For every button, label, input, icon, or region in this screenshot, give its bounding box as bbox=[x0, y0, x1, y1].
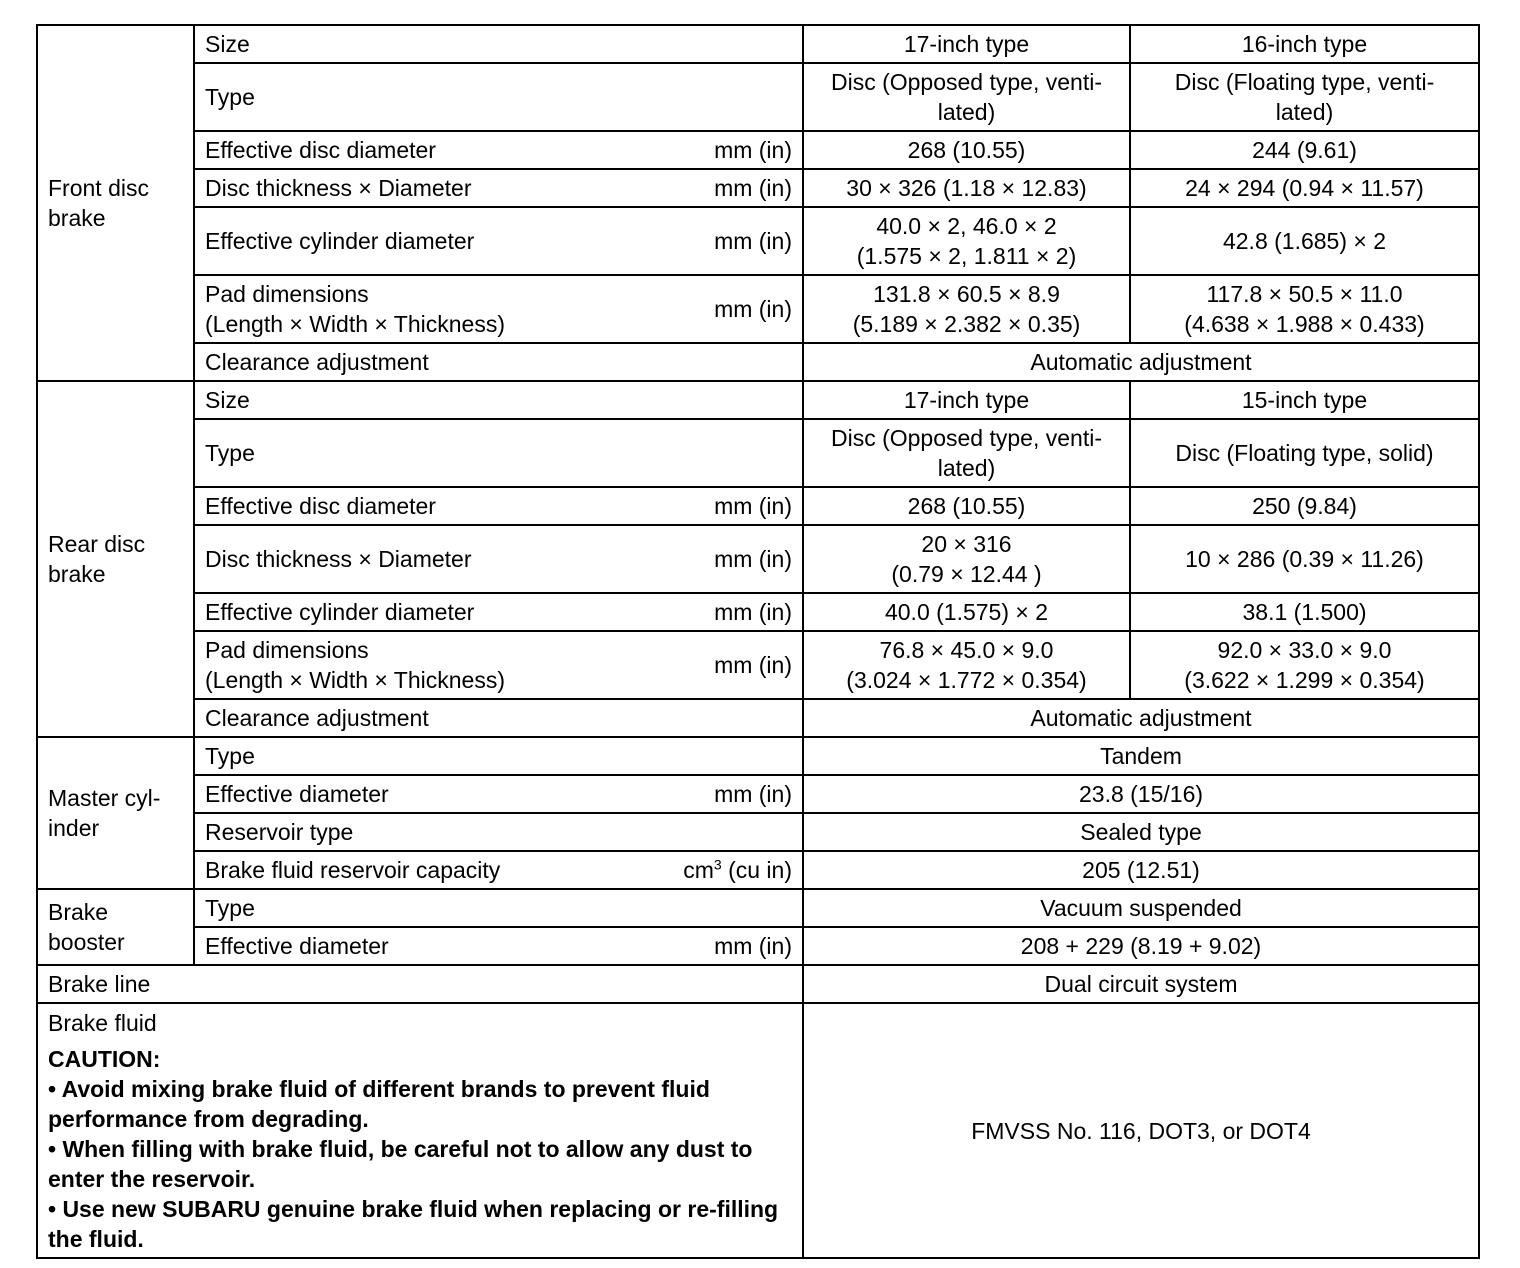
master-reservoir-type-value: Sealed type bbox=[803, 813, 1479, 851]
label: Effective disc diameter bbox=[205, 137, 436, 163]
master-cylinder-group-label: Master cyl-inder bbox=[37, 737, 194, 889]
caution-bullet-2: • When filling with brake fluid, be careful not to allow any dust to enter the reservoir. bbox=[48, 1136, 753, 1192]
label: Pad dimensions (Length × Width × Thickness) bbox=[205, 281, 505, 337]
rear-thickness-15inch: 10 × 286 (0.39 × 11.26) bbox=[1130, 525, 1479, 593]
rear-size-15inch: 15-inch type bbox=[1130, 381, 1479, 419]
rear-thickness-17inch: 20 × 316 (0.79 × 12.44 ) bbox=[803, 525, 1130, 593]
front-clearance-adjustment-label: Clearance adjustment bbox=[194, 343, 803, 381]
label: Effective cylinder diameter bbox=[205, 599, 475, 625]
rear-size-label: Size bbox=[194, 381, 803, 419]
brake-line-value: Dual circuit system bbox=[803, 965, 1479, 1003]
rear-disc-thickness bbox=[194, 525, 803, 593]
front-pad-16inch: 117.8 × 50.5 × 11.0 (4.638 × 1.988 × 0.433) bbox=[1130, 275, 1479, 343]
rear-pad-17inch: 76.8 × 45.0 × 9.0 (3.024 × 1.772 × 0.354) bbox=[803, 631, 1130, 699]
rear-cylinder-17inch: 40.0 (1.575) × 2 bbox=[803, 593, 1130, 631]
unit: mm (in) bbox=[714, 599, 792, 625]
brake-specifications-table bbox=[36, 24, 1480, 1259]
front-disc-thickness bbox=[194, 169, 803, 207]
rear-clearance-adjustment-label: Clearance adjustment bbox=[194, 699, 803, 737]
label: Effective diameter bbox=[205, 933, 389, 959]
rear-type-15inch: Disc (Floating type, solid) bbox=[1130, 419, 1479, 487]
front-eff-disc-16inch: 244 (9.61) bbox=[1130, 131, 1479, 169]
unit: mm (in) bbox=[714, 137, 792, 163]
unit: mm (in) bbox=[714, 933, 792, 959]
label: Effective disc diameter bbox=[205, 493, 436, 519]
caution-bullet-3: • Use new SUBARU genuine brake fluid when replacing or re-filling the fluid. bbox=[48, 1196, 779, 1252]
master-type-label: Type bbox=[194, 737, 803, 775]
front-eff-disc-17inch: 268 (10.55) bbox=[803, 131, 1130, 169]
rear-effective-cylinder-diameter bbox=[194, 593, 803, 631]
front-effective-cylinder-diameter bbox=[194, 207, 803, 275]
master-reservoir-capacity bbox=[194, 851, 803, 889]
front-cylinder-16inch: 42.8 (1.685) × 2 bbox=[1130, 207, 1479, 275]
label: Disc thickness × Diameter bbox=[205, 546, 472, 572]
rear-pad-15inch: 92.0 × 33.0 × 9.0 (3.622 × 1.299 × 0.354) bbox=[1130, 631, 1479, 699]
unit: mm (in) bbox=[714, 546, 792, 572]
unit: mm (in) bbox=[714, 296, 792, 322]
front-thickness-16inch: 24 × 294 (0.94 × 11.57) bbox=[1130, 169, 1479, 207]
brake-booster-group-label: Brake booster bbox=[37, 889, 194, 965]
rear-disc-brake-group-label: Rear disc brake bbox=[37, 381, 194, 737]
master-effective-diameter-value: 23.8 (15/16) bbox=[803, 775, 1479, 813]
front-type-16inch: Disc (Floating type, venti-lated) bbox=[1130, 63, 1479, 131]
front-thickness-17inch: 30 × 326 (1.18 × 12.83) bbox=[803, 169, 1130, 207]
rear-type-label: Type bbox=[194, 419, 803, 487]
unit: mm (in) bbox=[714, 228, 792, 254]
rear-effective-disc-diameter bbox=[194, 487, 803, 525]
front-disc-brake-group-label: Front disc brake bbox=[37, 25, 194, 381]
front-size-label: Size bbox=[194, 25, 803, 63]
brake-line-label: Brake line bbox=[37, 965, 803, 1003]
rear-cylinder-15inch: 38.1 (1.500) bbox=[1130, 593, 1479, 631]
booster-effective-diameter bbox=[194, 927, 803, 965]
rear-size-17inch: 17-inch type bbox=[803, 381, 1130, 419]
brake-fluid-label: Brake fluid bbox=[48, 1010, 157, 1036]
front-type-17inch: Disc (Opposed type, venti-lated) bbox=[803, 63, 1130, 131]
master-reservoir-capacity-value: 205 (12.51) bbox=[803, 851, 1479, 889]
label: Effective cylinder diameter bbox=[205, 228, 475, 254]
rear-pad-dimensions bbox=[194, 631, 803, 699]
front-pad-17inch: 131.8 × 60.5 × 8.9 (5.189 × 2.382 × 0.35) bbox=[803, 275, 1130, 343]
booster-type-value: Vacuum suspended bbox=[803, 889, 1479, 927]
unit: mm (in) bbox=[714, 652, 792, 678]
booster-effective-diameter-value: 208 + 229 (8.19 + 9.02) bbox=[803, 927, 1479, 965]
front-size-16inch: 16-inch type bbox=[1130, 25, 1479, 63]
booster-type-label: Type bbox=[194, 889, 803, 927]
front-cylinder-17inch: 40.0 × 2, 46.0 × 2 (1.575 × 2, 1.811 × 2) bbox=[803, 207, 1130, 275]
unit: mm (in) bbox=[714, 493, 792, 519]
rear-eff-disc-17inch: 268 (10.55) bbox=[803, 487, 1130, 525]
rear-type-17inch: Disc (Opposed type, venti-lated) bbox=[803, 419, 1130, 487]
label: Pad dimensions (Length × Width × Thickness) bbox=[205, 637, 505, 693]
caution-bullet-1: • Avoid mixing brake fluid of different brands to prevent fluid performance from degrading. bbox=[48, 1076, 710, 1132]
rear-eff-disc-15inch: 250 (9.84) bbox=[1130, 487, 1479, 525]
unit: mm (in) bbox=[714, 175, 792, 201]
master-type-value: Tandem bbox=[803, 737, 1479, 775]
front-pad-dimensions bbox=[194, 275, 803, 343]
front-effective-disc-diameter bbox=[194, 131, 803, 169]
master-effective-diameter bbox=[194, 775, 803, 813]
brake-fluid-cell bbox=[37, 1003, 803, 1258]
front-size-17inch: 17-inch type bbox=[803, 25, 1130, 63]
unit: mm (in) bbox=[714, 781, 792, 807]
brake-fluid-value: FMVSS No. 116, DOT3, or DOT4 bbox=[803, 1003, 1479, 1258]
master-reservoir-type-label: Reservoir type bbox=[194, 813, 803, 851]
unit: $cm^3$ (cu in) bbox=[683, 856, 792, 883]
label: Effective diameter bbox=[205, 781, 389, 807]
caution-heading: CAUTION: bbox=[48, 1046, 161, 1072]
label: Brake fluid reservoir capacity bbox=[205, 857, 501, 883]
front-type-label: Type bbox=[194, 63, 803, 131]
label: Disc thickness × Diameter bbox=[205, 175, 472, 201]
rear-clearance-adjustment-value: Automatic adjustment bbox=[803, 699, 1479, 737]
front-clearance-adjustment-value: Automatic adjustment bbox=[803, 343, 1479, 381]
